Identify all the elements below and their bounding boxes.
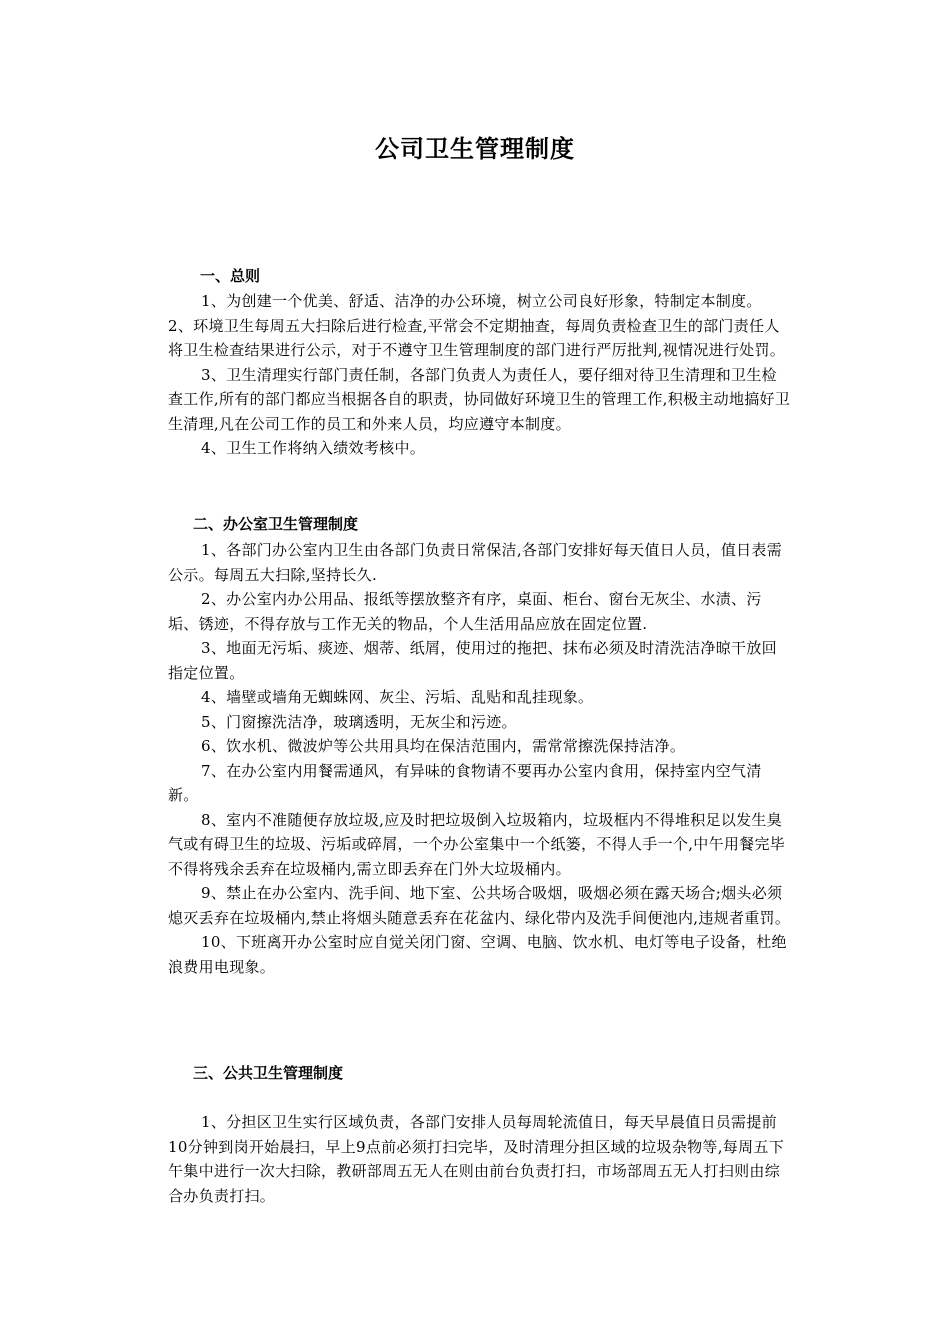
paragraph: 7、在办公室内用餐需通风，有异味的食物请不要再办公室内食用，保持室内空气清新。 — [168, 761, 762, 804]
section-body-public — [168, 1110, 792, 1208]
section-heading-office: 二、办公室卫生管理制度 — [193, 515, 359, 533]
paragraph: 4、卫生工作将纳入绩效考核中。 — [201, 439, 426, 457]
paragraph: 9、禁止在办公室内、洗手间、地下室、公共场合吸烟，吸烟必须在露天场合;烟头必须熄灭丢弃在垃圾桶内,禁止将烟头随意丢弃在花盆内、绿化带内及洗手间便池内,违规者重罚。 — [168, 884, 791, 927]
section-heading-public: 三、公共卫生管理制度 — [193, 1064, 344, 1082]
paragraph: 1、为创建一个优美、舒适、洁净的办公环境，树立公司良好形象，特制定本制度。 2、环境卫生每周五大扫除后进行检查,平常会不定期抽查，每周负责检查卫生的部门责任人将卫生检查结果进行公示，对于不遵守卫生管理制度的部门进行严厉批判,视情况进行处罚。 — [168, 292, 786, 359]
paragraph: 3、卫生清理实行部门责任制，各部门负责人为责任人，要仔细对待卫生清理和卫生检查工作,所有的部门都应当根据各自的职责，协同做好环境卫生的管理工作,积极主动地搞好卫生清理,凡在公司工作的员工和外来人员，均应遵守本制度。 — [168, 365, 791, 433]
document-title: 公司卫生管理制度 — [375, 135, 575, 163]
section-body-office — [168, 538, 792, 979]
paragraph: 3、地面无污垢、痰迹、烟蒂、纸屑，使用过的拖把、抹布必须及时清洗洁净晾干放回指定位置。 — [168, 639, 777, 682]
paragraph: 4、墙壁或墙角无蜘蛛网、灰尘、污垢、乱贴和乱挂现象。 — [201, 688, 594, 706]
section-body-general — [168, 289, 792, 461]
paragraph: 8、室内不准随便存放垃圾,应及时把垃圾倒入垃圾箱内，垃圾框内不得堆积足以发生臭气或有碍卫生的垃圾、污垢或碎屑，一个办公室集中一个纸篓，不得人手一个,中午用餐完毕不得将残余丢弃在垃圾桶内,需立即丢弃在门外大垃圾桶内。 — [168, 810, 786, 878]
paragraph: 5、门窗擦洗洁净，玻璃透明，无灰尘和污迹。 — [201, 712, 517, 731]
section-heading-general: 一、总则 — [200, 267, 261, 285]
paragraph: 1、各部门办公室内卫生由各部门负责日常保洁,各部门安排好每天值日人员，值日表需公示。每周五大扫除,坚持长久. — [168, 541, 783, 584]
paragraph: 1、分担区卫生实行区域负责，各部门安排人员每周轮流值日，每天早晨值日员需提前10分钟到岗开始晨扫，早上9点前必须打扫完毕，及时清理分担区域的垃圾杂物等,每周五下午集中进行一次大扫除，教研部周五无人在则由前台负责打扫，市场部周五无人打扫则由综合办负责打扫。 — [168, 1113, 785, 1205]
paragraph: 6、饮水机、微波炉等公共用具均在保洁范围内，需常常擦洗保持洁净。 — [201, 737, 686, 755]
paragraph: 2、办公室内办公用品、报纸等摆放整齐有序，桌面、柜台、窗台无灰尘、水渍、污垢、锈迹，不得存放与工作无关的物品，个人生活用品应放在固定位置. — [168, 590, 762, 633]
paragraph: 10、下班离开办公室时应自觉关闭门窗、空调、电脑、饮水机、电灯等电子设备，杜绝浪费用电现象。 — [168, 933, 787, 976]
